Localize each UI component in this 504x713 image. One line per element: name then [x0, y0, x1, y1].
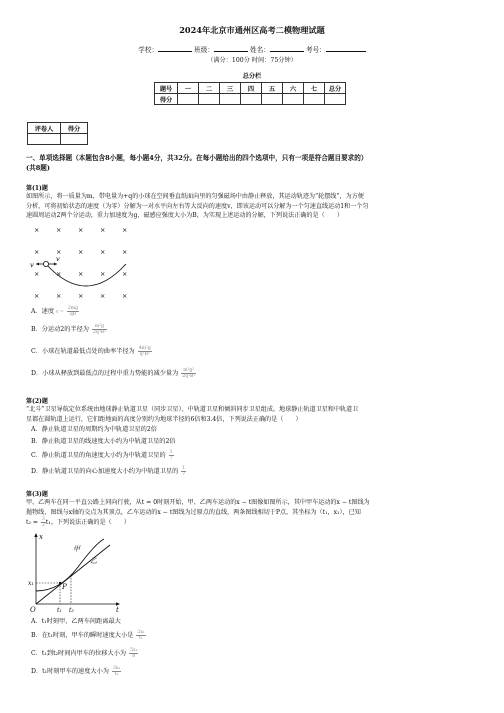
x-tick-t2: t₂	[69, 607, 74, 613]
school-label: 学校：	[138, 46, 159, 54]
origin-label: O	[30, 606, 36, 613]
denominator: t₁	[114, 672, 119, 677]
field-mark: ×	[122, 292, 128, 300]
option-text: A．速度	[31, 308, 55, 315]
field-mark: ×	[100, 292, 106, 300]
grader-input-cell[interactable]	[28, 134, 61, 145]
numerator: 3	[41, 517, 45, 522]
class-blank[interactable]	[214, 51, 248, 52]
section-heading	[26, 153, 480, 173]
option-text: D．静止轨道卫星的向心加速度大小约为中轨道卫星的	[31, 468, 179, 475]
formula-fraction	[138, 346, 152, 357]
arrowhead-icon	[36, 263, 39, 266]
denominator: q²B²	[139, 352, 150, 357]
numerator: 4m²g	[138, 346, 151, 351]
question-1-stem	[26, 192, 480, 221]
grader-score-label: 得分	[61, 123, 88, 134]
y-tick-x1: x₁	[28, 580, 34, 587]
stem-text: t₁。下列说法正确的是（ ）	[45, 519, 130, 526]
score-cell: 四	[241, 83, 262, 94]
formula-fraction	[181, 368, 196, 379]
denominator: 8	[132, 654, 136, 659]
score-cell: 题号	[155, 83, 178, 94]
stem-line: 甲、乙两车在同一平直公路上同向行驶，从t = 0时刻开始，甲、乙两车运动的x − t图像如图所示，其中甲车运动的x − t图线为	[26, 499, 370, 506]
q1-option-a[interactable]	[31, 306, 79, 317]
field-mark: ×	[78, 292, 84, 300]
class-label: 班级：	[194, 46, 214, 54]
exam-meta: （满分：100分 时间：75分钟）	[207, 57, 297, 64]
q2-option-b[interactable]: B．静止轨道卫星的线速度大小约为中轨道卫星的2倍	[31, 438, 176, 445]
option-text: C．静止轨道卫星的角速度大小约为中轨道卫星的	[31, 452, 166, 459]
option-text: B．在t₁时刻，甲车的瞬时速度大小是	[31, 632, 134, 639]
numerator: m³g²	[183, 368, 195, 373]
score-input-cell[interactable]	[241, 94, 262, 105]
formula-fraction	[112, 666, 121, 677]
x-axis-label: t	[116, 606, 119, 613]
point-p	[59, 582, 61, 584]
curve-jia-label: 甲	[73, 545, 80, 553]
numerator: m²g	[92, 324, 107, 330]
student-info-line	[0, 44, 504, 54]
line-yi-label: 乙	[90, 557, 97, 565]
score-input-cell[interactable]	[304, 94, 325, 105]
score-table-title: 总分栏	[242, 73, 262, 80]
field-mark: ×	[122, 270, 128, 278]
score-cell: 一	[178, 83, 199, 94]
y-axis-label: x	[39, 533, 43, 541]
q3-option-d[interactable]	[31, 666, 121, 677]
field-mark: ×	[100, 270, 106, 278]
trajectory-curve	[46, 264, 126, 286]
formula-fraction	[129, 648, 138, 659]
numerator: 2mg	[67, 306, 79, 311]
question-3-stem	[26, 498, 480, 528]
q3-option-b[interactable]	[31, 630, 146, 641]
name-blank[interactable]	[270, 51, 304, 52]
stem-line: 分析，可将初始状态的速度（为零）分解为一对水平向左右等大反向的速度v，即该运动可以分解为一个匀速直线运动1和一个匀	[26, 202, 369, 210]
question-2-number: 第(2)题	[26, 398, 48, 405]
stem-text: t₂ =	[26, 519, 40, 526]
field-mark: ×	[100, 226, 106, 234]
denominator: 2q²B²	[182, 374, 196, 379]
point-p-label: P	[62, 583, 67, 591]
numerator: 5x₁	[130, 648, 138, 653]
field-mark: ×	[56, 248, 62, 256]
arrowhead-icon	[34, 533, 37, 537]
q1-option-b[interactable]	[31, 324, 107, 335]
field-mark: ×	[122, 226, 128, 234]
q3-option-a[interactable]: A．t₁时刻甲、乙两车间距离最大	[31, 618, 121, 625]
page-title: 2024年北京市通州区高考二模物理试题	[179, 25, 325, 35]
field-mark: ×	[78, 248, 84, 256]
stem-line: 星都在圆轨道上运行，它们距地面的高度分别约为地球半径的6倍和3.4倍，下列说法正确的是（ ）	[26, 415, 302, 423]
denominator: t₁	[139, 636, 143, 641]
field-mark: ×	[78, 226, 84, 234]
question-1-figure	[28, 222, 158, 304]
field-mark: ×	[56, 292, 62, 300]
option-text: B．分运动2的半径为	[31, 326, 89, 333]
denominator: 2q²B²	[92, 330, 106, 335]
velocity-right-label: v	[56, 255, 60, 263]
formula-fraction	[181, 466, 186, 477]
question-1-number: 第(1)题	[26, 185, 48, 192]
score-input-cell[interactable]	[199, 94, 220, 105]
q2-option-d[interactable]	[31, 466, 186, 477]
score-table-score-row	[155, 94, 346, 105]
ball-marker	[43, 261, 48, 266]
numerator: 3x₁	[112, 666, 121, 671]
field-mark: ×	[56, 270, 62, 278]
grader-input-cell[interactable]	[61, 134, 88, 145]
q3-option-c[interactable]	[31, 648, 138, 659]
denominator: 2	[41, 523, 45, 528]
option-text: C．小球在轨道最低点处的曲率半径为	[31, 348, 135, 355]
stem-line: 抛物线，图线与x轴的交点为其顶点，乙车运动的x − t图线为过原点的直线，两条图线相切于P点，其坐标为（t₁，x₁），已知	[26, 508, 361, 516]
stem-line	[26, 517, 480, 528]
option-text: D．t₁时刻甲车的速度大小为	[31, 668, 109, 675]
field-mark: ×	[34, 270, 40, 278]
name-label: 姓名：	[250, 46, 270, 54]
score-input-cell[interactable]	[178, 94, 199, 105]
score-cell: 得分	[155, 94, 178, 105]
field-mark: ×	[34, 292, 40, 300]
formula-fraction	[136, 630, 145, 641]
q2-option-c[interactable]	[31, 450, 174, 461]
score-table-header-row	[155, 83, 346, 94]
field-mark: ×	[78, 270, 84, 278]
q2-option-a[interactable]: A．静止轨道卫星的周期约为中轨道卫星的2倍	[31, 426, 157, 433]
denominator: 7	[182, 472, 186, 477]
score-cell: 六	[283, 83, 304, 94]
question-2-stem	[26, 405, 480, 424]
score-table	[154, 82, 346, 105]
grader-label: 评卷人	[28, 123, 61, 134]
score-cell: 五	[262, 83, 283, 94]
numerator: 2x₁	[137, 630, 145, 635]
denominator: qB	[69, 312, 77, 317]
field-mark: ×	[100, 248, 106, 256]
field-mark: ×	[56, 226, 62, 234]
velocity-left-label: v	[30, 261, 34, 269]
score-cell: 二	[199, 83, 220, 94]
question-3-number: 第(3)题	[26, 491, 48, 498]
x-tick-t1: t₁	[57, 607, 62, 613]
score-input-cell[interactable]	[325, 94, 346, 105]
exam-no-label: 考号：	[305, 46, 326, 54]
school-blank[interactable]	[158, 51, 192, 52]
score-cell: 七	[304, 83, 325, 94]
exam-no-blank[interactable]	[326, 51, 366, 52]
score-cell: 总分	[325, 83, 346, 94]
formula-prefix: v =	[56, 310, 64, 315]
stem-line: 如图所示，将一质量为m，带电量为+q的小球在空间垂直纸面向里的匀强磁场中由静止释放，其运动轨迹为“轮摆线”，为方便	[26, 193, 364, 200]
numerator: 1	[182, 466, 186, 471]
field-mark: ×	[122, 248, 128, 256]
grader-table	[27, 122, 88, 145]
score-input-cell[interactable]	[262, 94, 283, 105]
stem-line: “北斗”卫星导航定位系统由地球静止轨道卫星（同步卫星）、中轨道卫星和倾斜同步卫星组成。地球静止轨道卫星和中轨道卫	[26, 406, 359, 413]
field-mark: ×	[34, 248, 40, 256]
option-text: D．小球从释放到最低点的过程中重力势能的减少量为	[31, 370, 179, 377]
section-heading-tail: (共8题)	[26, 164, 51, 172]
q1-option-c[interactable]	[31, 346, 152, 357]
denominator: 7	[169, 456, 173, 461]
numerator: 1	[169, 450, 173, 455]
score-cell: 三	[220, 83, 241, 94]
formula-fraction	[169, 450, 174, 461]
formula-fraction	[67, 306, 79, 317]
formula-fraction	[92, 324, 107, 335]
q1-option-d[interactable]	[31, 368, 196, 379]
score-input-cell[interactable]	[220, 94, 241, 105]
option-text: C．t₁到t₂时间内甲车的位移大小为	[31, 650, 127, 657]
section-heading-text: 一、单项选择题（本题包含8小题，每小题4分，共32分。在每小题给出的四个选项中，只有一项是符合题目要求的）	[26, 154, 368, 162]
stem-line: 速圆周运动2两个分运动，重力加速度为g，磁感应强度大小为B，为实现上述运动的分解，下列说法正确的是（ ）	[26, 212, 343, 219]
score-input-cell[interactable]	[283, 94, 304, 105]
question-3-xt-graph	[26, 531, 126, 613]
field-mark: ×	[34, 226, 40, 234]
line-yi	[36, 545, 110, 604]
